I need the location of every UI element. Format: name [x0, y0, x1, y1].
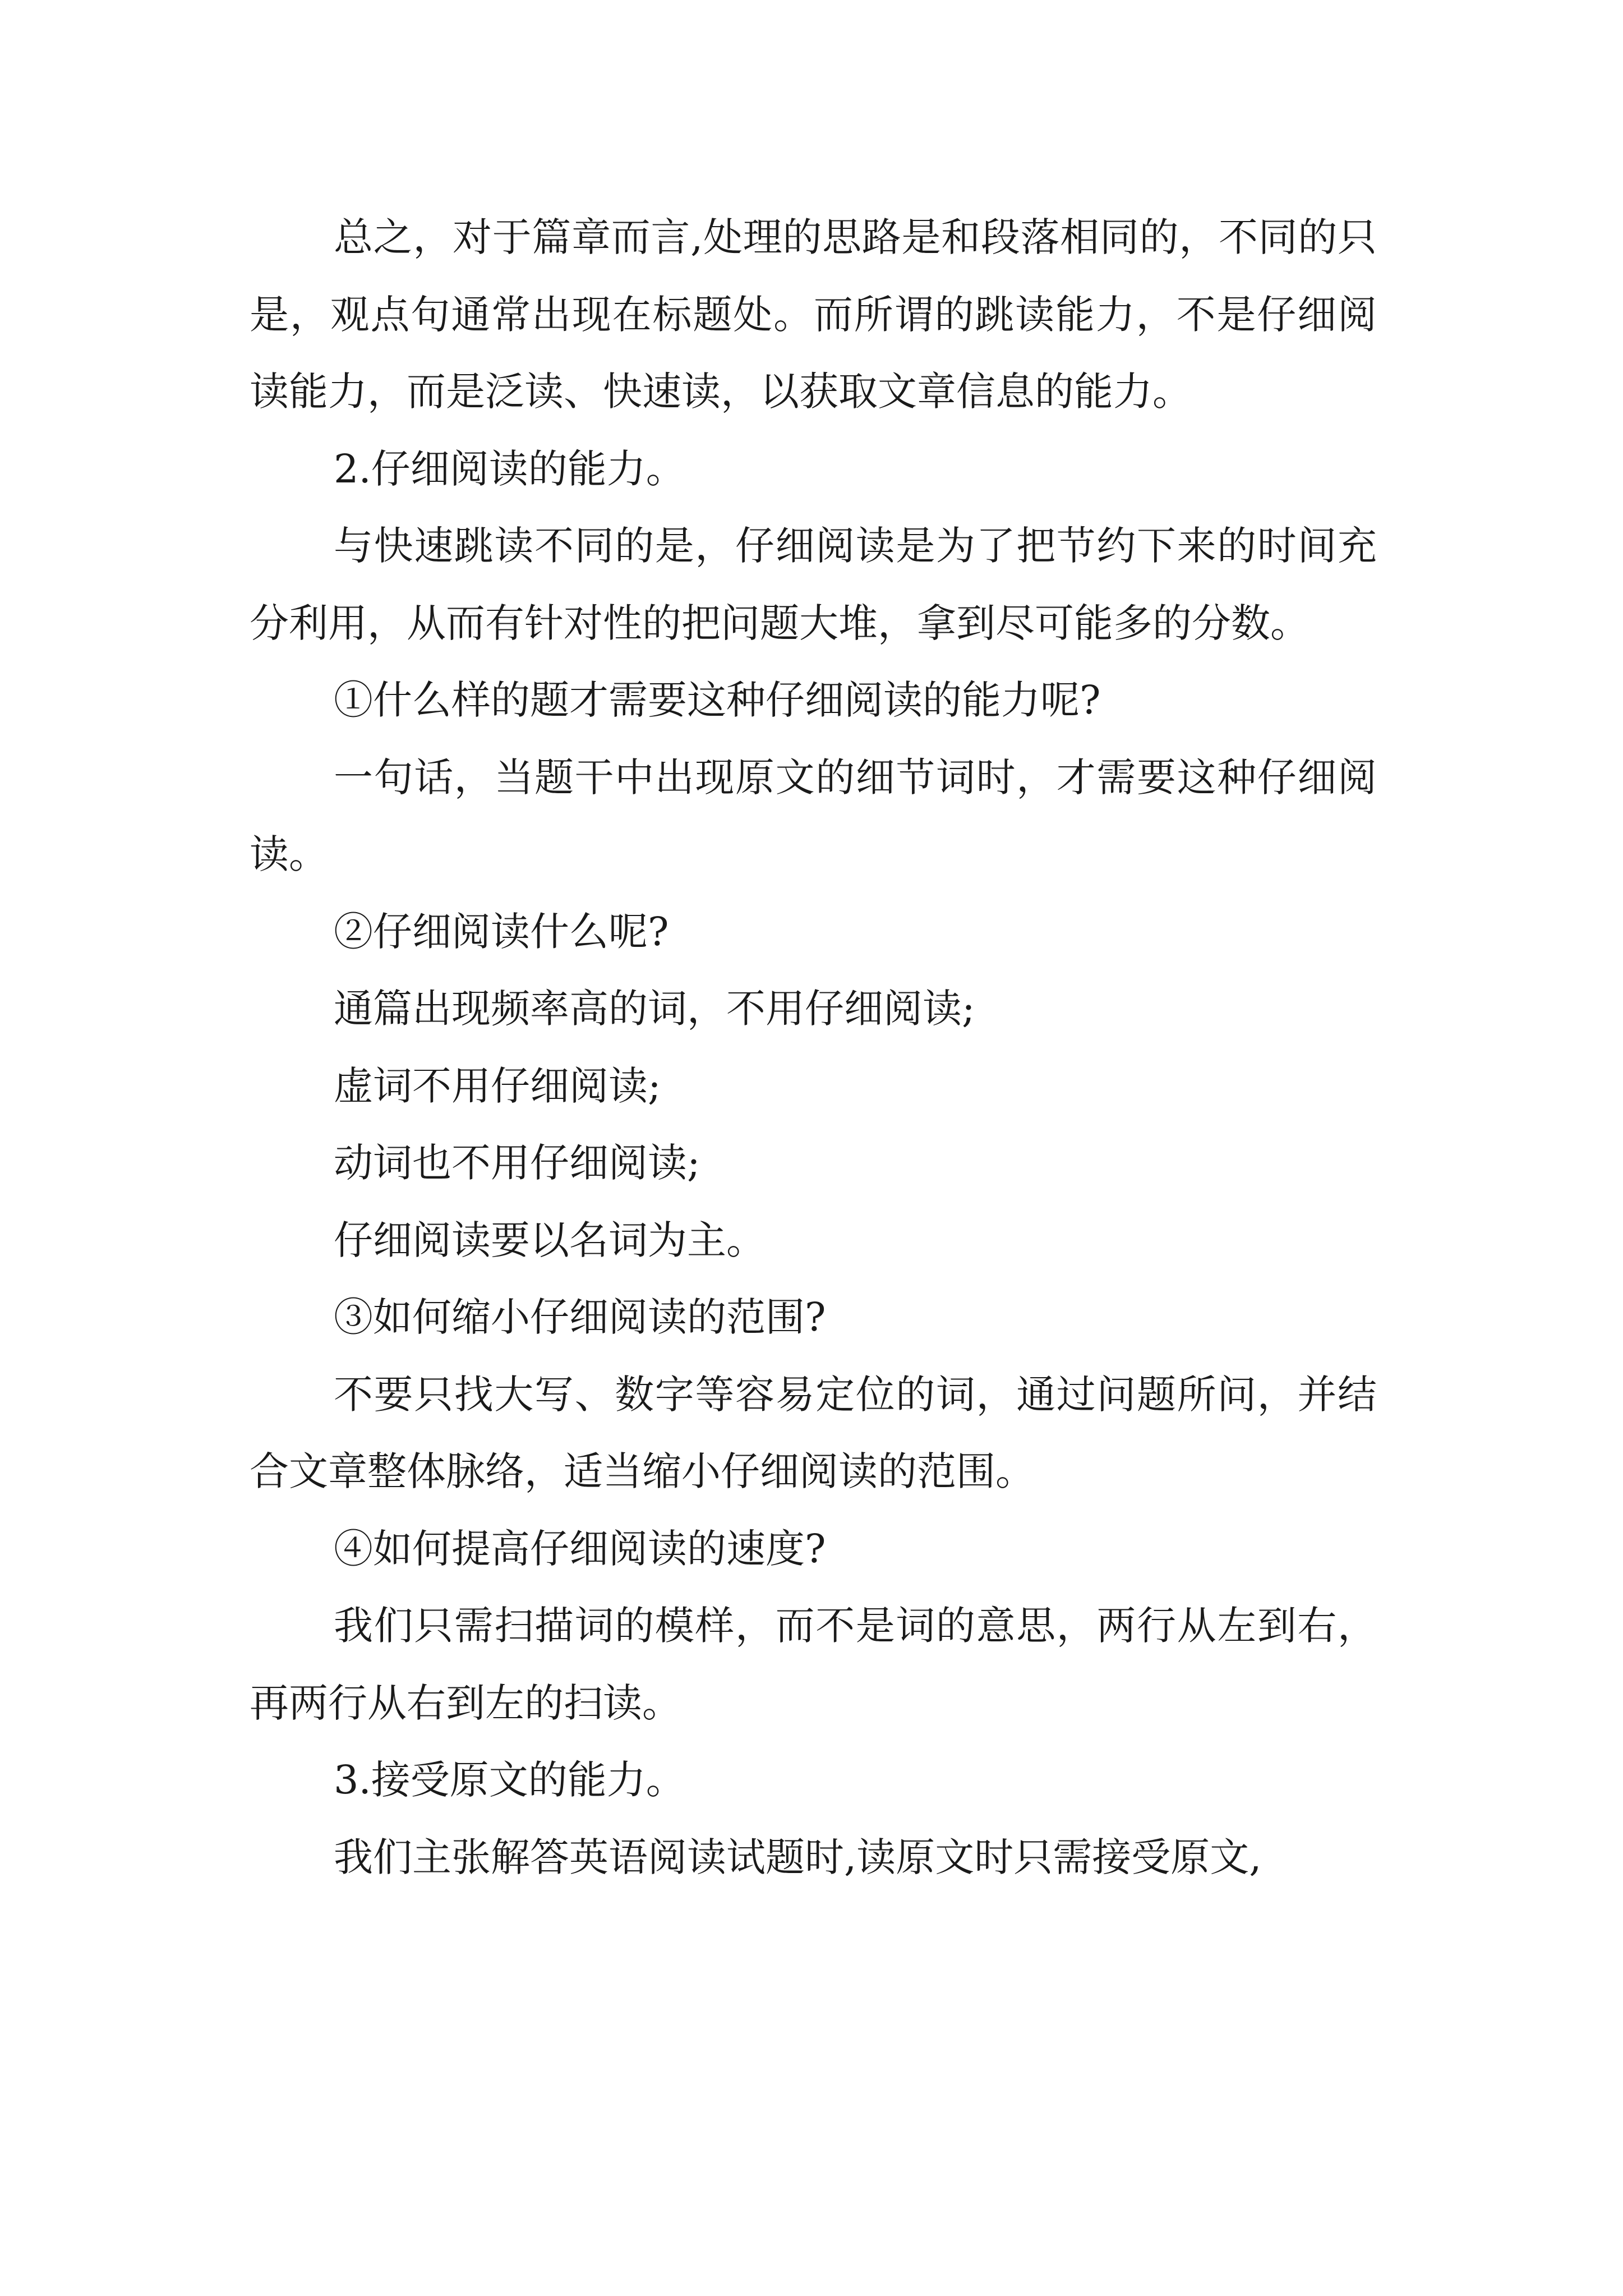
heading-careful-reading: 2.仔细阅读的能力。	[334, 445, 685, 492]
question-2: ②仔细阅读什么呢?	[334, 908, 669, 955]
question-4: ④如何提高仔细阅读的速度?	[334, 1525, 826, 1572]
heading-accept-original: 3.接受原文的能力。	[334, 1757, 685, 1803]
answer-2-line-1: 通篇出现频率高的词，不用仔细阅读;	[334, 986, 975, 1032]
answer-2-line-3: 动词也不用仔细阅读;	[334, 1140, 700, 1186]
answer-2-line-2: 虚词不用仔细阅读;	[334, 1062, 661, 1109]
answer-2-line-4: 仔细阅读要以名词为主。	[334, 1217, 766, 1263]
paragraph-accept-original: 我们主张解答英语阅读试题时,读原文时只需接受原文,	[334, 1834, 1262, 1880]
paragraph-summary: 总之，对于篇章而言,处理的思路是和段落相同的，不同的只是，观点句通常出现在标题处。而所谓的跳读能力，不是仔细阅读能力，而是泛读、快速读，以获取文章信息的能力。	[250, 214, 1377, 415]
question-3: ③如何缩小仔细阅读的范围?	[334, 1294, 826, 1340]
question-1: ①什么样的题才需要这种仔细阅读的能力呢?	[334, 677, 1101, 723]
paragraph-careful-reading-intro: 与快速跳读不同的是，仔细阅读是为了把节约下来的时间充分利用，从而有针对性的把问题大堆，拿到尽可能多的分数。	[250, 523, 1377, 646]
answer-1: 一句话，当题干中出现原文的细节词时，才需要这种仔细阅读。	[250, 754, 1377, 877]
answer-3: 不要只找大写、数字等容易定位的词，通过问题所问，并结合文章整体脉络，适当缩小仔细阅读的范围。	[250, 1371, 1377, 1494]
answer-4: 我们只需扫描词的模样，而不是词的意思，两行从左到右，再两行从右到左的扫读。	[250, 1603, 1377, 1726]
document-body	[250, 199, 1377, 1896]
